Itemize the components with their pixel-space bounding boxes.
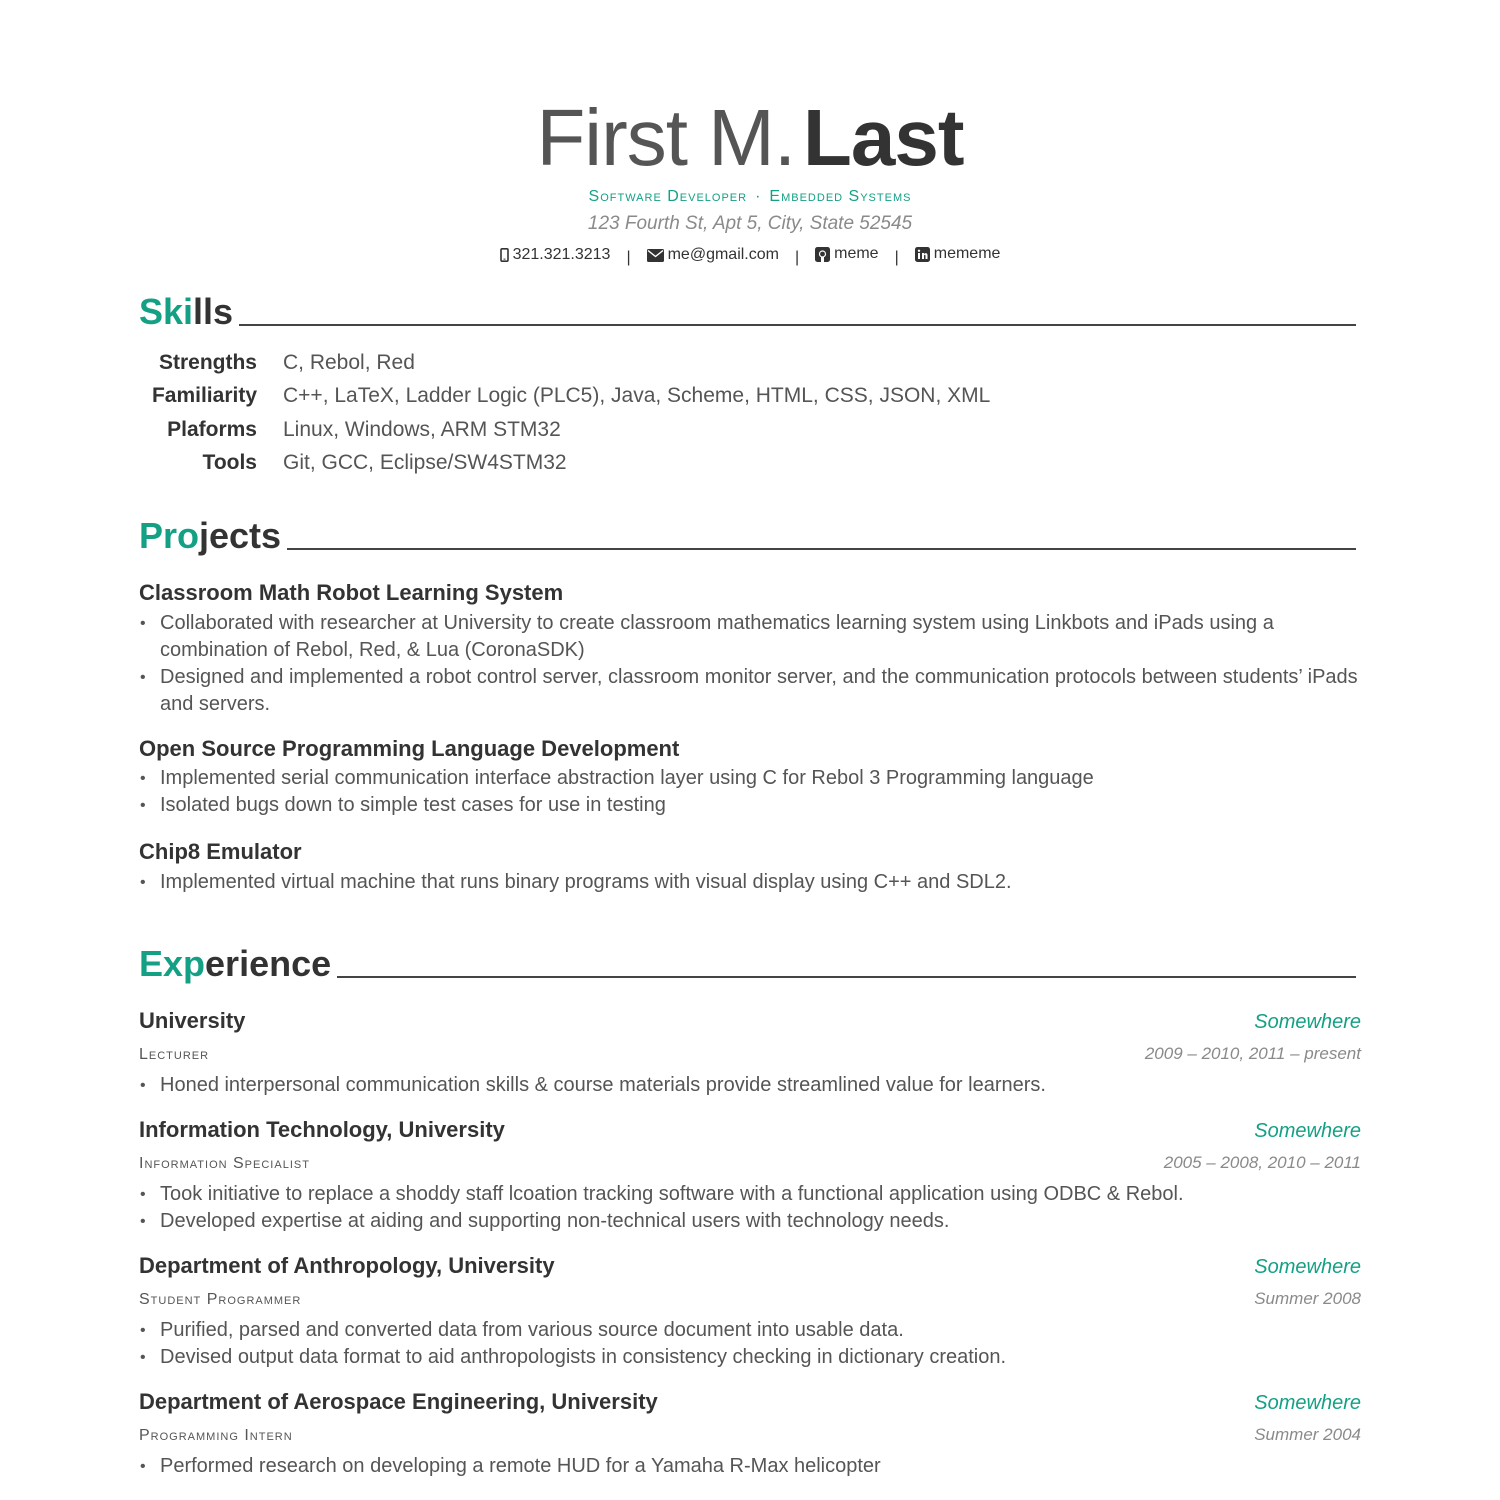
bullet-item: • Devised output data format to aid anthropologists in consistency checking in dictionary creation.	[139, 1344, 1361, 1371]
email-contact[interactable]	[647, 240, 779, 270]
bullet-item: • Implemented serial communication interface abstraction layer using C for Rebol 3 Programming language	[139, 765, 1361, 792]
experience-bullets	[139, 1317, 1361, 1371]
location: Somewhere	[1254, 1392, 1361, 1414]
job-position: Information Specialist	[139, 1155, 310, 1172]
phone-contact[interactable]	[500, 240, 611, 270]
position-1: Software Developer	[588, 188, 748, 205]
contact-line	[139, 239, 1361, 269]
project-entry	[139, 578, 1361, 718]
experience-entry	[139, 1115, 1361, 1235]
experience-entry	[139, 1387, 1361, 1480]
envelope-icon	[647, 249, 664, 262]
contact-separator: |	[894, 248, 899, 266]
organization: Department of Aerospace Engineering, University	[139, 1389, 658, 1414]
experience-sub-row	[139, 1040, 1361, 1070]
skill-value: C++, LaTeX, Ladder Logic (PLC5), Java, Scheme, HTML, CSS, JSON, XML	[283, 384, 991, 408]
skill-label: Tools	[202, 450, 257, 474]
github-icon	[815, 247, 830, 262]
experience-entry	[139, 1251, 1361, 1371]
experience-sub-row	[139, 1421, 1361, 1451]
phone-number: 321.321.3213	[512, 245, 611, 263]
bullet-item: • Isolated bugs down to simple test cases for use in testing	[139, 792, 1361, 819]
project-bullets	[139, 869, 1361, 896]
github-handle: meme	[834, 245, 879, 262]
experience-bullets	[139, 1072, 1361, 1099]
email-address: me@gmail.com	[667, 246, 779, 263]
skills-heading	[139, 288, 1356, 332]
section-rule	[337, 976, 1356, 978]
skill-value: Git, GCC, Eclipse/SW4STM32	[283, 450, 567, 474]
job-dates: 2009 – 2010, 2011 – present	[1144, 1044, 1361, 1063]
github-contact[interactable]	[815, 239, 878, 269]
bullet-item: • Designed and implemented a robot control server, classroom monitor server, and the communication protocols between students’ iPads and servers.	[139, 664, 1361, 718]
bullet-item: • Honed interpersonal communication skills & course materials provide streamlined value for learners.	[139, 1072, 1361, 1099]
experience-header-row	[139, 1006, 1361, 1036]
organization: University	[139, 1008, 246, 1033]
skill-label: Familiarity	[151, 384, 257, 408]
first-name: First M.	[536, 93, 796, 182]
skill-row	[139, 446, 990, 479]
skill-row	[139, 413, 990, 446]
bullet-item: • Performed research on developing a remote HUD for a Yamaha R-Max helicopter	[139, 1453, 1361, 1480]
job-dates: Summer 2008	[1254, 1289, 1361, 1308]
section-title: Skills	[139, 291, 234, 332]
skill-value: C, Rebol, Red	[283, 351, 415, 374]
section-title: Experience	[139, 943, 332, 984]
last-name: Last	[803, 93, 964, 182]
experience-entry	[139, 1006, 1361, 1099]
skills-table	[139, 346, 990, 479]
project-title: Classroom Math Robot Learning System	[139, 580, 564, 605]
position-line	[139, 186, 1361, 208]
experience-header-row	[139, 1387, 1361, 1417]
contact-separator: |	[626, 248, 631, 266]
section-rule	[239, 324, 1356, 326]
experience-heading	[139, 940, 1356, 984]
skill-value: Linux, Windows, ARM STM32	[283, 417, 561, 441]
location: Somewhere	[1254, 1120, 1361, 1142]
skill-label: Plaforms	[167, 417, 257, 441]
organization: Information Technology, University	[139, 1117, 505, 1142]
bullet-item: • Purified, parsed and converted data from various source document into usable data.	[139, 1317, 1361, 1344]
job-position: Student Programmer	[139, 1291, 302, 1308]
location: Somewhere	[1254, 1256, 1361, 1278]
section-title: Projects	[139, 515, 282, 556]
project-bullets	[139, 610, 1361, 718]
address: 123 Fourth St, Apt 5, City, State 52545	[587, 213, 913, 234]
bullet-item: • Collaborated with researcher at University to create classroom mathematics learning system using Linkbots and iPads using a combination of Rebol, Red, & Lua (CoronaSDK)	[139, 610, 1361, 664]
project-title: Chip8 Emulator	[139, 839, 302, 864]
full-name	[139, 92, 1361, 184]
section-rule	[287, 548, 1356, 550]
experience-sub-row	[139, 1285, 1361, 1315]
mobile-phone-icon	[500, 248, 509, 262]
job-dates: 2005 – 2008, 2010 – 2011	[1163, 1153, 1361, 1172]
experience-bullets	[139, 1181, 1361, 1235]
job-dates: Summer 2004	[1254, 1425, 1361, 1444]
resume-header	[139, 92, 1361, 269]
linkedin-contact[interactable]	[915, 239, 1001, 269]
skill-row	[139, 346, 990, 379]
contact-separator: |	[794, 248, 800, 266]
linkedin-handle: mememe	[933, 245, 1001, 262]
location: Somewhere	[1254, 1011, 1361, 1033]
projects-heading	[139, 512, 1356, 556]
project-entry	[139, 837, 1361, 896]
project-bullets	[139, 765, 1361, 819]
skill-row	[139, 379, 990, 412]
position-2: Embedded Systems	[769, 188, 912, 205]
organization: Department of Anthropology, University	[139, 1253, 555, 1278]
position-separator: ·	[755, 188, 762, 205]
linkedin-icon	[915, 247, 930, 262]
bullet-item: • Implemented virtual machine that runs binary programs with visual display using C++ and SDL2.	[139, 869, 1361, 896]
job-position: Lecturer	[139, 1046, 210, 1063]
job-position: Programming Intern	[139, 1427, 293, 1444]
project-entry	[139, 734, 1361, 819]
skill-label: Strengths	[158, 351, 257, 374]
bullet-item: • Developed expertise at aiding and supporting non-technical users with technology needs.	[139, 1208, 1361, 1235]
bullet-item: • Took initiative to replace a shoddy staff lcoation tracking software with a functional application using ODBC & Rebol.	[139, 1181, 1361, 1208]
experience-bullets	[139, 1453, 1361, 1480]
experience-header-row	[139, 1251, 1361, 1281]
experience-sub-row	[139, 1149, 1361, 1179]
project-title: Open Source Programming Language Development	[139, 736, 680, 761]
experience-header-row	[139, 1115, 1361, 1145]
